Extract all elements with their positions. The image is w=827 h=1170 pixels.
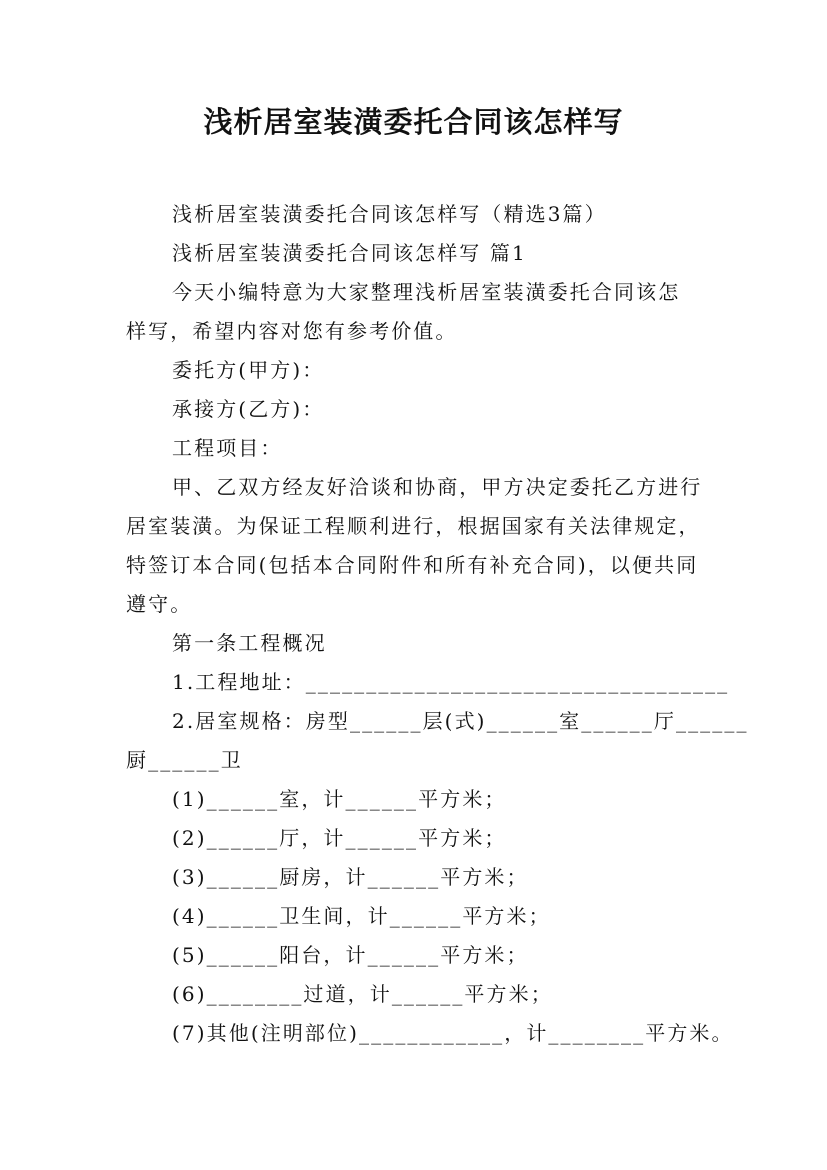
paragraph-line: 特签订本合同(包括本合同附件和所有补充合同)，以便共同 xyxy=(126,553,699,577)
paragraph-line: 样写，希望内容对您有参考价值。 xyxy=(126,319,458,343)
document-title: 浅析居室装潢委托合同该怎样写 xyxy=(203,105,624,139)
paragraph-line: 遵守。 xyxy=(126,592,193,616)
room-item: (3)______厨房，计______平方米； xyxy=(172,865,529,889)
paragraph-line: 甲、乙双方经友好洽谈和协商，甲方决定委托乙方进行 xyxy=(172,475,703,499)
article-heading: 第一条工程概况 xyxy=(172,631,327,655)
room-item: (6)________过道，计______平方米； xyxy=(172,982,553,1006)
party-a-line: 委托方(甲方)： xyxy=(172,358,325,382)
project-line: 工程项目： xyxy=(172,436,283,460)
room-item: (4)______卫生间，计______平方米； xyxy=(172,904,551,928)
spec-line: 2.居室规格：房型______层(式)______室______厅______ xyxy=(172,709,749,733)
room-item: (1)______室，计______平方米； xyxy=(172,787,507,811)
paragraph-line: 今天小编特意为大家整理浅析居室装潢委托合同该怎 xyxy=(172,280,681,304)
room-item: (5)______阳台，计______平方米； xyxy=(172,943,529,967)
party-b-line: 承接方(乙方)： xyxy=(172,397,325,421)
spec-line: 厨______卫 xyxy=(126,748,243,772)
subtitle-line: 浅析居室装潢委托合同该怎样写（精选3篇） xyxy=(172,202,607,226)
room-item: (7)其他(注明部位)____________，计________平方米。 xyxy=(172,1021,734,1045)
section-heading: 浅析居室装潢委托合同该怎样写 篇1 xyxy=(172,241,527,265)
paragraph-line: 居室装潢。为保证工程顺利进行，根据国家有关法律规定， xyxy=(126,514,701,538)
address-line: 1.工程地址：___________________________________ xyxy=(172,670,730,694)
room-item: (2)______厅，计______平方米； xyxy=(172,826,507,850)
